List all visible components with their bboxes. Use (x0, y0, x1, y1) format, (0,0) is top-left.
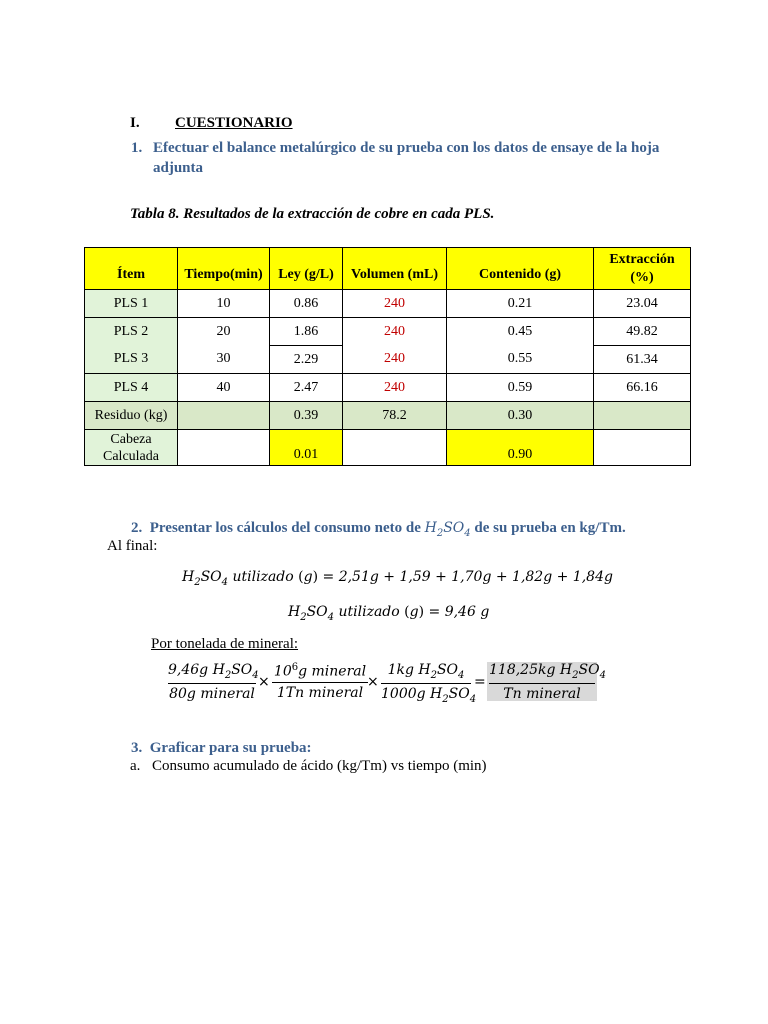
table-caption: Tabla 8. Resultados de la extracción de cobre en cada PLS. (130, 206, 495, 222)
cell-extraccion (594, 402, 691, 430)
question-3-text: Graficar para su prueba: (149, 740, 312, 756)
cell-ley: 0.86 (270, 290, 343, 318)
fraction-1 (168, 662, 259, 702)
item-a-text: Consumo acumulado de ácido (kg/Tm) vs tiempo (min) (152, 758, 487, 774)
question-2-number: 2. (131, 520, 143, 536)
fraction-1-num: 9,46g $H_2SO_4$ (168, 662, 259, 681)
question-3-item-a (130, 758, 487, 775)
fraction-2-den: 1Tn mineral (276, 684, 364, 701)
question-2-text-before: Presentar los cálculos del consumo neto de (149, 520, 421, 536)
cell-extraccion: 49.82 (594, 318, 691, 346)
equation-1: $H_2SO_4$ utilizado (g) = 2,51g + 1,59 + 1,70g + 1,82g + 1,84g (182, 569, 613, 588)
header-extraccion-line1: Extracción (609, 251, 675, 267)
cell-contenido: 0.90 (447, 430, 594, 466)
cell-ley: 1.86 (270, 318, 343, 346)
eq1-label: utilizado (232, 569, 294, 585)
table-row-cabeza (85, 430, 691, 466)
question-2-text-after: de su prueba en kg/Tm. (474, 520, 626, 536)
cell-tiempo: 40 (178, 374, 270, 402)
question-1-line2: adjunta (153, 160, 204, 176)
cell-volumen: 240 (343, 290, 447, 318)
fraction-result-den: Tn mineral (503, 685, 581, 702)
cabeza-line1: Cabeza (110, 431, 152, 447)
fraction-result (489, 662, 606, 702)
cell-ley: 2.47 (270, 374, 343, 402)
results-table (84, 247, 691, 466)
cell-item: Residuo (kg) (85, 402, 178, 430)
cabeza-line2: Calculada (103, 448, 159, 464)
item-a-label: a. (130, 758, 141, 774)
cell-item: PLS 3 (85, 346, 178, 374)
cell-ley: 0.01 (270, 430, 343, 466)
table-row (85, 290, 691, 318)
header-contenido: Contenido (g) (447, 248, 594, 290)
section-number: I. (130, 115, 140, 131)
cell-item (85, 430, 178, 466)
fraction-3 (381, 662, 477, 705)
eq2-label: utilizado (338, 604, 400, 620)
cell-contenido: 0.30 (447, 402, 594, 430)
question-3 (131, 738, 312, 758)
header-item: Ítem (85, 248, 178, 290)
fraction-1-den: 80g mineral (169, 685, 255, 702)
cell-extraccion (594, 430, 691, 466)
times-sign: × (258, 674, 270, 690)
fraction-3-num: 1kg $H_2SO_4$ (387, 662, 465, 681)
fraction-2-num: $10^6g$ mineral (273, 662, 367, 680)
question-1-number: 1. (131, 140, 143, 156)
cell-item: PLS 2 (85, 318, 178, 346)
al-final-text: Al final: (107, 538, 158, 554)
question-1-line1: Efectuar el balance metalúrgico de su prueba con los datos de ensaye de la hoja (153, 140, 660, 156)
table-row (85, 318, 691, 346)
cell-volumen: 240 (343, 318, 447, 346)
cell-contenido: 0.59 (447, 374, 594, 402)
table-row-residuo (85, 402, 691, 430)
cell-volumen: 240 (343, 346, 447, 374)
cell-contenido: 0.21 (447, 290, 594, 318)
cell-tiempo: 20 (178, 318, 270, 346)
cell-tiempo: 30 (178, 346, 270, 374)
section-heading (130, 115, 293, 132)
por-tonelada-text: Por tonelada de mineral: (151, 636, 299, 652)
cell-tiempo (178, 430, 270, 466)
cell-ley: 0.39 (270, 402, 343, 430)
question-1 (131, 138, 691, 178)
fraction-result-num: 118,25kg $H_2SO_4$ (489, 662, 606, 681)
eq1-value: 2,51g + 1,59 + 1,70g + 1,82g + 1,84g (338, 569, 613, 585)
cell-item: PLS 4 (85, 374, 178, 402)
cell-volumen: 78.2 (343, 402, 447, 430)
header-ley: Ley (g/L) (270, 248, 343, 290)
fraction-2 (272, 662, 368, 701)
fraction-3-den: 1000g $H_2SO_4$ (381, 685, 477, 705)
cell-extraccion: 23.04 (594, 290, 691, 318)
section-title: CUESTIONARIO (175, 115, 293, 131)
cell-tiempo: 10 (178, 290, 270, 318)
question-2 (131, 518, 626, 544)
times-sign: × (367, 674, 379, 690)
question-3-number: 3. (131, 740, 143, 756)
cell-item: PLS 1 (85, 290, 178, 318)
equation-2: $H_2SO_4$ utilizado (g) = 9,46 g (288, 604, 490, 623)
cell-contenido: 0.55 (447, 346, 594, 374)
cell-extraccion: 61.34 (594, 346, 691, 374)
header-tiempo: Tiempo(min) (178, 248, 270, 290)
header-extraccion (594, 248, 691, 290)
cell-volumen: 240 (343, 374, 447, 402)
table-row (85, 374, 691, 402)
header-extraccion-line2: (%) (630, 269, 654, 285)
cell-contenido: 0.45 (447, 318, 594, 346)
cell-volumen (343, 430, 447, 466)
cell-extraccion: 66.16 (594, 374, 691, 402)
eq2-value: 9,46 g (444, 604, 490, 620)
equals-sign: = (474, 674, 486, 690)
table-row (85, 346, 691, 374)
h2so4-formula: $H_2SO_4$ (424, 520, 471, 539)
header-volumen: Volumen (mL) (343, 248, 447, 290)
cell-ley: 2.29 (270, 346, 343, 374)
cell-tiempo (178, 402, 270, 430)
table-header-row (85, 248, 691, 290)
